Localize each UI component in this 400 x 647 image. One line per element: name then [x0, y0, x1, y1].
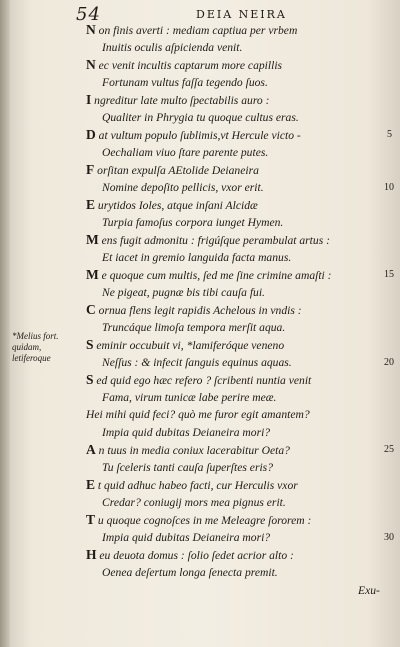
running-head: DEIA NEIRA — [196, 8, 287, 21]
line-initial: I — [86, 92, 92, 107]
line-text: Truncáque limoſa tempora merſit aqua. — [102, 320, 286, 334]
verse-line — [102, 320, 285, 335]
verse-line — [102, 460, 273, 475]
line-text: Neſſus : & infecit ſanguis equinus aquas. — [102, 355, 292, 369]
line-text: eminir occubuit vi, *lamiferóque veneno — [93, 339, 285, 352]
line-text: Oenea deſertum longa ſenecta premit. — [102, 565, 278, 579]
line-text: Fama, virum tunicæ labe perire meæ. — [102, 390, 277, 404]
line-text: Tu ſceleris tanti cauſa ſuperſtes eris? — [102, 460, 273, 474]
line-initial: S — [86, 337, 94, 352]
line-number: 5 — [387, 129, 392, 140]
line-initial: F — [86, 162, 95, 177]
line-initial: E — [86, 477, 96, 492]
verse-line — [86, 442, 290, 458]
verse-line — [86, 197, 258, 213]
line-initial: H — [86, 547, 97, 562]
verse-line — [102, 425, 270, 440]
line-text: Ne pigeat, pugnæ bis tibi cauſa fui. — [102, 285, 265, 299]
verse-line — [102, 75, 268, 90]
line-text: urytidos Ioles, atque inſani Alcidæ — [95, 199, 258, 212]
verse-line — [86, 302, 302, 318]
verse-line — [102, 495, 286, 510]
line-number: 30 — [384, 531, 394, 543]
line-text: t quid adhuc habeo facti, cur Herculis vxor — [95, 479, 298, 492]
line-text: Inuitis oculis aſpicienda venit. — [102, 40, 243, 54]
line-text: e quoque cum multis, ſed me ſine crimine amaſti : — [98, 269, 332, 282]
verse-line — [102, 565, 278, 580]
page-number: 54 — [76, 4, 101, 25]
verse-line — [86, 267, 332, 283]
line-text: ens fugit admonitu : frigúſque perambulat artus : — [98, 234, 330, 247]
line-text: on finis averti : mediam captiua per vrbem — [95, 24, 298, 37]
verse-line — [102, 40, 242, 55]
verse-line — [102, 215, 283, 230]
verse-line — [86, 512, 311, 528]
line-text: Fortunam vultus faſſa tegendo ſuos. — [102, 75, 268, 89]
line-text: Et iacet in gremio languida facta manus. — [102, 250, 292, 264]
line-text: Oechaliam viuo ſtare parente putes. — [102, 145, 269, 159]
verse-line — [102, 285, 265, 300]
verse-line — [102, 390, 276, 405]
line-text: ngreditur late multo ſpectabilis auro : — [91, 94, 270, 107]
line-initial: M — [86, 267, 99, 282]
verse-line — [86, 407, 310, 422]
verse-line — [102, 250, 291, 265]
line-initial: C — [86, 302, 96, 317]
line-text: ed quid ego hæc refero ? ſcribenti nuntia venit — [93, 374, 312, 387]
line-text: at vultum populo ſublimis,vt Hercule victo - — [95, 129, 301, 142]
line-number: 20 — [384, 356, 394, 368]
verse-line — [86, 22, 297, 38]
line-initial: N — [86, 22, 96, 37]
line-text: Hei mihi quid feci? quò me furor egit amantem? — [86, 408, 310, 421]
verse-line — [102, 180, 264, 195]
verse-line — [86, 162, 259, 178]
line-text: n tuus in media coniux lacerabitur Oeta? — [95, 444, 290, 457]
catchword: Exu- — [358, 584, 380, 597]
verse-line — [86, 92, 269, 108]
line-text: ornua flens legit rapidis Achelous in vndis : — [95, 304, 302, 317]
verse-line — [102, 110, 299, 125]
verse-line — [86, 372, 311, 388]
line-initial: D — [86, 127, 96, 142]
verse-line — [102, 145, 268, 160]
line-initial: A — [86, 442, 96, 457]
verse-line — [86, 337, 284, 353]
verse-line — [86, 127, 301, 143]
line-initial: N — [86, 57, 96, 72]
line-text: Credar? coniugij mors mea pignus erit. — [102, 495, 286, 509]
page-header — [76, 4, 326, 24]
line-initial: M — [86, 232, 99, 247]
verse-line — [86, 57, 282, 73]
line-number: 10 — [384, 181, 394, 193]
verse-line — [102, 355, 292, 370]
line-initial: S — [86, 372, 94, 387]
line-text: Impia quid dubitas Deianeira mori? — [102, 425, 271, 439]
line-number: 15 — [384, 269, 394, 280]
line-text: Turpia famoſus corpora iunget Hymen. — [102, 215, 284, 229]
verse-line — [86, 232, 330, 248]
line-text: Nomine depoſito pellicis, vxor erit. — [102, 180, 264, 194]
line-text: u quoque cognoſces in me Meleagre ſororem : — [95, 514, 312, 527]
line-text: Qualiter in Phrygia tu quoque cultus eras. — [102, 110, 299, 124]
line-text: orſitan expulſa AEtolide Deianeira — [94, 164, 259, 177]
line-number: 25 — [384, 444, 394, 455]
line-initial: E — [86, 197, 96, 212]
page-gutter — [0, 0, 10, 647]
line-text: Impia quid dubitas Deianeira mori? — [102, 530, 271, 544]
marginal-note: *Melius fort. quidam, letiferoque — [12, 331, 59, 363]
line-text: eu deuota domus : ſolio ſedet acrior alto : — [96, 549, 294, 562]
line-text: ec venit incultis captarum more capillis — [95, 59, 283, 72]
verse-line — [86, 477, 298, 493]
verse-line — [86, 547, 294, 563]
line-initial: T — [86, 512, 96, 527]
verse-line — [102, 530, 270, 545]
